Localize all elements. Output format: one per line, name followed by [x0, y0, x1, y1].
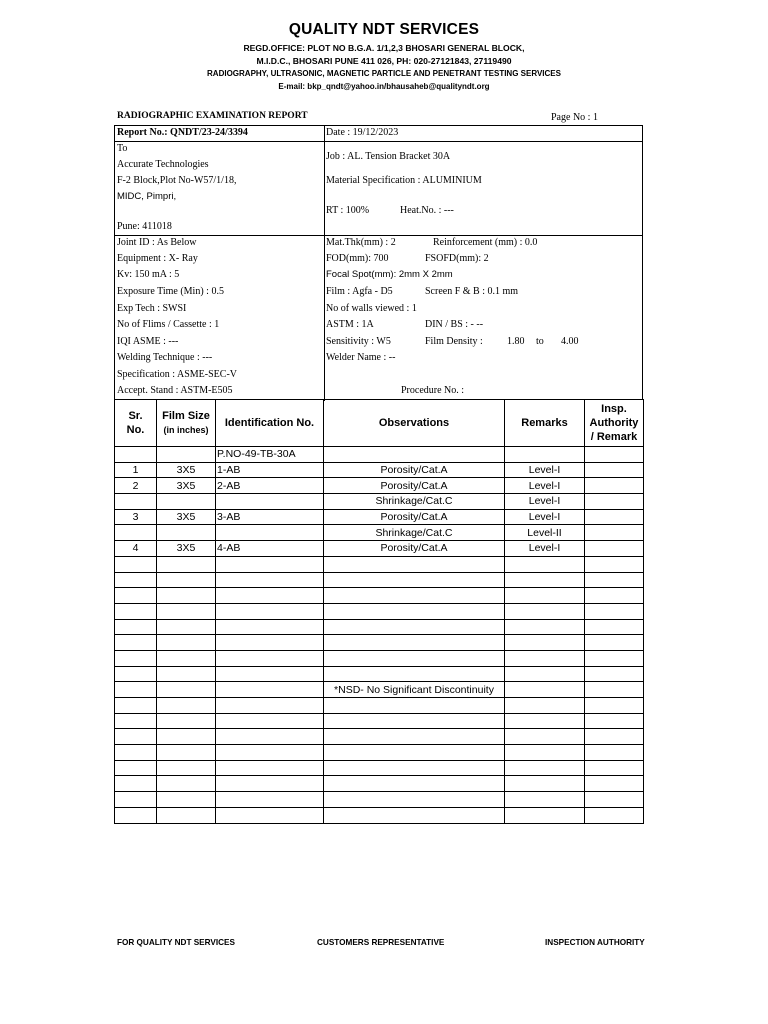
cell-id: P.NO-49-TB-30A — [216, 447, 324, 463]
procedure-number: Procedure No. : — [401, 385, 465, 396]
table-row — [115, 509, 644, 525]
fod: FOD(mm): 700 — [326, 253, 389, 264]
table-row — [115, 541, 644, 557]
material-specification: Material Specification : ALUMINIUM — [326, 175, 482, 186]
footer-customer-rep: CUSTOMERS REPRESENTATIVE — [317, 938, 445, 947]
cell-rem — [505, 619, 585, 635]
observations-table — [114, 399, 644, 824]
cell-size: 3X5 — [157, 541, 216, 557]
walls-viewed: No of walls viewed : 1 — [326, 303, 417, 314]
films-per-cassette: No of Flims / Cassette : 1 — [117, 319, 220, 330]
office-address-line2: M.I.D.C., BHOSARI PUNE 411 026, PH: 020-27121843, 27119490 — [256, 56, 512, 66]
cell-obs: Porosity/Cat.A — [324, 541, 505, 557]
cell-rem: Level-I — [505, 494, 585, 510]
film-density-to: 4.00 — [561, 336, 579, 347]
cell-size: 3X5 — [157, 478, 216, 494]
cell-sr — [115, 698, 157, 714]
cell-size — [157, 525, 216, 541]
cell-insp — [585, 807, 644, 823]
cell-sr — [115, 556, 157, 572]
table-row — [115, 556, 644, 572]
cell-id — [216, 572, 324, 588]
cell-size — [157, 588, 216, 604]
material-thickness: Mat.Thk(mm) : 2 — [326, 237, 396, 248]
footer-inspection-authority: INSPECTION AUTHORITY — [545, 938, 645, 947]
film-density-label: Film Density : — [425, 336, 483, 347]
cell-id — [216, 807, 324, 823]
cell-rem — [505, 666, 585, 682]
cell-insp — [585, 776, 644, 792]
cell-size — [157, 745, 216, 761]
cell-size — [157, 556, 216, 572]
cell-rem — [505, 682, 585, 698]
cell-sr — [115, 729, 157, 745]
cell-insp — [585, 541, 644, 557]
job-description: Job : AL. Tension Bracket 30A — [326, 151, 451, 162]
cell-obs — [324, 619, 505, 635]
cell-rem: Level-I — [505, 541, 585, 557]
cell-sr — [115, 682, 157, 698]
cell-sr — [115, 494, 157, 510]
cell-sr — [115, 447, 157, 463]
nsd-note: *NSD- No Significant Discontinuity — [324, 682, 505, 698]
heat-number: Heat.No. : --- — [400, 205, 454, 216]
cell-sr — [115, 792, 157, 808]
table-row — [115, 572, 644, 588]
cell-id — [216, 713, 324, 729]
cell-insp — [585, 682, 644, 698]
cell-obs — [324, 745, 505, 761]
cell-obs: Shrinkage/Cat.C — [324, 525, 505, 541]
cell-insp — [585, 760, 644, 776]
cell-sr — [115, 760, 157, 776]
cell-obs: Porosity/Cat.A — [324, 478, 505, 494]
cell-rem — [505, 588, 585, 604]
cell-sr — [115, 713, 157, 729]
cell-obs — [324, 698, 505, 714]
company-name: QUALITY NDT SERVICES — [288, 21, 480, 38]
cell-obs — [324, 556, 505, 572]
fsofd: FSOFD(mm): 2 — [425, 253, 489, 264]
cell-rem — [505, 635, 585, 651]
cell-rem — [505, 713, 585, 729]
client-name: Accurate Technologies — [117, 159, 209, 170]
cell-sr — [115, 635, 157, 651]
cell-id — [216, 556, 324, 572]
joint-id: Joint ID : As Below — [117, 237, 197, 248]
cell-insp — [585, 619, 644, 635]
cell-sr: 1 — [115, 462, 157, 478]
cell-rem — [505, 776, 585, 792]
report-number: Report No.: QNDT/23-24/3394 — [117, 127, 248, 138]
cell-obs — [324, 650, 505, 666]
cell-id: 1-AB — [216, 462, 324, 478]
cell-obs: Shrinkage/Cat.C — [324, 494, 505, 510]
cell-rem: Level-I — [505, 478, 585, 494]
cell-id — [216, 698, 324, 714]
cell-obs — [324, 776, 505, 792]
report-date: Date : 19/12/2023 — [326, 127, 399, 138]
col-insp-authority: Insp. Authority / Remark — [585, 400, 644, 447]
table-header-row — [115, 400, 644, 447]
cell-obs — [324, 792, 505, 808]
cell-size — [157, 698, 216, 714]
table-row — [115, 666, 644, 682]
cell-id — [216, 619, 324, 635]
table-row — [115, 525, 644, 541]
cell-size — [157, 729, 216, 745]
cell-sr — [115, 603, 157, 619]
cell-rem — [505, 745, 585, 761]
cell-insp — [585, 698, 644, 714]
cell-size — [157, 494, 216, 510]
table-row — [115, 729, 644, 745]
cell-obs — [324, 713, 505, 729]
cell-obs — [324, 572, 505, 588]
cell-size — [157, 572, 216, 588]
cell-size — [157, 619, 216, 635]
office-address-line1: REGD.OFFICE: PLOT NO B.G.A. 1/1,2,3 BHOSARI GENERAL BLOCK, — [243, 43, 525, 53]
cell-obs — [324, 666, 505, 682]
footer-quality-ndt: FOR QUALITY NDT SERVICES — [117, 938, 235, 947]
cell-size — [157, 650, 216, 666]
table-row — [115, 760, 644, 776]
table-row — [115, 776, 644, 792]
table-row — [115, 682, 644, 698]
cell-obs: Porosity/Cat.A — [324, 509, 505, 525]
film-type: Film : Agfa - D5 — [326, 286, 393, 297]
services-line: RADIOGRAPHY, ULTRASONIC, MAGNETIC PARTICLE AND PENETRANT TESTING SERVICES — [207, 69, 561, 78]
cell-rem — [505, 729, 585, 745]
cell-sr — [115, 588, 157, 604]
cell-size — [157, 603, 216, 619]
cell-size: 3X5 — [157, 462, 216, 478]
film-density-from: 1.80 — [507, 336, 525, 347]
cell-id — [216, 792, 324, 808]
cell-rem — [505, 650, 585, 666]
cell-insp — [585, 478, 644, 494]
cell-obs — [324, 603, 505, 619]
table-row — [115, 745, 644, 761]
table-row — [115, 447, 644, 463]
cell-insp — [585, 650, 644, 666]
cell-rem — [505, 698, 585, 714]
cell-id: 3-AB — [216, 509, 324, 525]
cell-rem: Level-II — [505, 525, 585, 541]
to-label: To — [117, 143, 128, 154]
cell-insp — [585, 509, 644, 525]
iqi-asme: IQI ASME : --- — [117, 336, 179, 347]
cell-obs — [324, 635, 505, 651]
cell-sr — [115, 525, 157, 541]
cell-insp — [585, 713, 644, 729]
cell-obs — [324, 760, 505, 776]
cell-sr — [115, 776, 157, 792]
table-row — [115, 792, 644, 808]
col-sr-no: Sr. No. — [115, 400, 157, 447]
astm: ASTM : 1A — [326, 319, 374, 330]
cell-size — [157, 792, 216, 808]
exposure-time: Exposure Time (Min) : 0.5 — [117, 286, 224, 297]
cell-obs — [324, 447, 505, 463]
page-number: Page No : 1 — [551, 112, 598, 123]
cell-rem: Level-I — [505, 462, 585, 478]
screen: Screen F & B : 0.1 mm — [425, 286, 519, 297]
cell-rem — [505, 556, 585, 572]
col-film-size: Film Size (in inches) — [157, 400, 216, 447]
cell-sr: 3 — [115, 509, 157, 525]
cell-obs — [324, 807, 505, 823]
table-row — [115, 698, 644, 714]
reinforcement: Reinforcement (mm) : 0.0 — [433, 237, 538, 248]
cell-size: 3X5 — [157, 509, 216, 525]
cell-rem — [505, 603, 585, 619]
client-pune: Pune: 411018 — [117, 221, 172, 232]
cell-insp — [585, 603, 644, 619]
cell-id — [216, 494, 324, 510]
cell-insp — [585, 745, 644, 761]
table-row — [115, 807, 644, 823]
col-identification: Identification No. — [216, 400, 324, 447]
cell-size — [157, 635, 216, 651]
equipment: Equipment : X- Ray — [117, 253, 198, 264]
cell-sr — [115, 650, 157, 666]
table-row — [115, 588, 644, 604]
cell-id — [216, 588, 324, 604]
cell-size — [157, 807, 216, 823]
film-density-to-word: to — [536, 336, 544, 347]
acceptance-standard: Accept. Stand : ASTM-E505 — [117, 385, 233, 396]
table-row — [115, 713, 644, 729]
cell-insp — [585, 729, 644, 745]
cell-obs — [324, 729, 505, 745]
cell-insp — [585, 588, 644, 604]
cell-insp — [585, 525, 644, 541]
table-row — [115, 603, 644, 619]
table-row — [115, 635, 644, 651]
grid-line — [115, 235, 642, 236]
cell-sr — [115, 807, 157, 823]
specification: Specification : ASME-SEC-V — [117, 369, 237, 380]
din-bs: DIN / BS : - -- — [425, 319, 484, 330]
table-row — [115, 478, 644, 494]
client-address-2: MIDC, Pimpri, — [117, 191, 177, 202]
cell-sr — [115, 619, 157, 635]
cell-sr — [115, 666, 157, 682]
cell-id — [216, 603, 324, 619]
cell-insp — [585, 447, 644, 463]
cell-rem — [505, 572, 585, 588]
cell-rem — [505, 807, 585, 823]
cell-rem — [505, 760, 585, 776]
cell-sr — [115, 572, 157, 588]
table-row — [115, 650, 644, 666]
welder-name: Welder Name : -- — [326, 352, 396, 363]
cell-id — [216, 745, 324, 761]
cell-obs — [324, 588, 505, 604]
cell-id — [216, 525, 324, 541]
cell-id: 2-AB — [216, 478, 324, 494]
client-address-1: F-2 Block,Plot No-W57/1/18, — [117, 175, 237, 186]
table-row — [115, 619, 644, 635]
cell-sr — [115, 745, 157, 761]
email-line: E-mail: bkp_qndt@yahoo.in/bhausaheb@qualityndt.org — [278, 82, 490, 91]
focal-spot: Focal Spot(mm): 2mm X 2mm — [326, 269, 453, 280]
cell-id — [216, 776, 324, 792]
cell-id — [216, 650, 324, 666]
sensitivity: Sensitivity : W5 — [326, 336, 391, 347]
cell-size — [157, 776, 216, 792]
report-info-grid — [114, 125, 643, 400]
cell-size — [157, 682, 216, 698]
cell-id — [216, 635, 324, 651]
report-title: RADIOGRAPHIC EXAMINATION REPORT — [117, 111, 308, 121]
cell-size — [157, 666, 216, 682]
cell-sr: 2 — [115, 478, 157, 494]
cell-rem — [505, 447, 585, 463]
col-observations: Observations — [324, 400, 505, 447]
cell-id — [216, 729, 324, 745]
cell-insp — [585, 635, 644, 651]
cell-insp — [585, 494, 644, 510]
cell-insp — [585, 572, 644, 588]
cell-insp — [585, 666, 644, 682]
cell-id: 4-AB — [216, 541, 324, 557]
cell-size — [157, 713, 216, 729]
kv-ma: Kv: 150 mA : 5 — [117, 269, 180, 280]
grid-line — [115, 141, 642, 142]
cell-size — [157, 447, 216, 463]
table-row — [115, 494, 644, 510]
col-remarks: Remarks — [505, 400, 585, 447]
cell-obs: Porosity/Cat.A — [324, 462, 505, 478]
cell-id — [216, 682, 324, 698]
cell-rem: Level-I — [505, 509, 585, 525]
cell-rem — [505, 792, 585, 808]
cell-id — [216, 760, 324, 776]
cell-id — [216, 666, 324, 682]
grid-divider — [324, 126, 325, 401]
rt-percentage: RT : 100% — [326, 205, 370, 216]
cell-size — [157, 760, 216, 776]
cell-insp — [585, 462, 644, 478]
cell-sr: 4 — [115, 541, 157, 557]
cell-insp — [585, 792, 644, 808]
cell-insp — [585, 556, 644, 572]
table-row — [115, 462, 644, 478]
exposure-technique: Exp Tech : SWSI — [117, 303, 187, 314]
welding-technique: Welding Technique : --- — [117, 352, 213, 363]
